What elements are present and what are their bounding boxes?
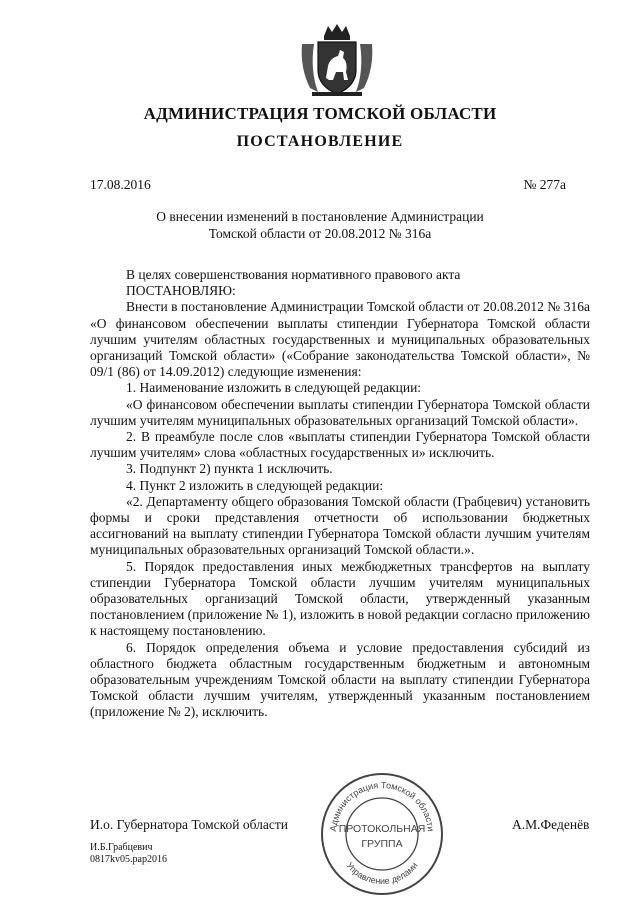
item-3: 3. Подпункт 2) пункта 1 исключить. [126,461,333,477]
item-1-text: «О финансовом обеспечении выплаты стипендии Губернатора Томской области лучшим учителям муниципальных образовательных организаций Томской области». [90,396,590,428]
official-stamp [318,770,446,898]
stamp-ring-bottom: Управление делами [344,860,420,887]
file-code: 0817kv05.pap2016 [90,854,167,865]
stamp-ring-top: Администрация Томской области [328,779,436,832]
item-2: 2. В преамбуле после слов «выплаты стипендии Губернатора Томской области лучшим учителям» слова «областных государственных и» исключить. [90,429,590,461]
signatory-position: И.о. Губернатора Томской области [90,817,288,832]
document-number: № 277а [523,177,566,192]
subject-line-2: Томской области от 20.08.2012 № 316а [208,226,432,241]
signatory-name: А.М.Феденёв [512,817,590,832]
subject-line-1: О внесении изменений в постановление Администрации [156,209,484,224]
item-1: 1. Наименование изложить в следующей редакции: [126,380,422,396]
document-type: ПОСТАНОВЛЕНИЕ [236,133,404,150]
item-5: 5. Порядок предоставления иных межбюджетных трансфертов на выплату стипендии Губернатора Томской области лучшим учителям муниципальных образовательных организаций Томской области, утвержденный указанным постановлением (приложение № 1), изложить в новой редакции согласно приложению к настоящему постановлению. [90,558,590,639]
document-body [90,267,590,721]
item-6: 6. Порядок определения объема и условие предоставления субсидий из областного бюджета областным государственным бюджетным и автономным образовательным учреждениям Томской области на выплату стипендии Губернатора Томской области лучшим учителям, утвержденный указанным постановлением (приложение № 2), исключить. [90,639,590,720]
footer-info [90,842,167,866]
document-date: 17.08.2016 [90,177,151,192]
stamp-center-line-2: ГРУППА [361,838,403,850]
item-4: 4. Пункт 2 изложить в следующей редакции: [126,477,384,493]
executor-name: И.Б.Грабцевич [90,842,153,853]
document-subject [0,208,640,242]
item-4-text: «2. Департаменту общего образования Томской области (Грабцевич) установить формы и сроки представления отчетности об использовании бюджетных ассигнований на выплату стипендии Губернатора Томской области лучшим учителям муниципальных образовательных организаций Томской области.». [90,493,590,558]
paragraph-main: Внести в постановление Администрации Томской области от 20.08.2012 № 316а «О финансовом обеспечении выплаты стипендии Губернатора Томской области лучшим учителям областных государственных и муниципальных образовательных организаций Томской области» («Собрание законодательства Томской области», № 09/1 (86) от 14.09.2012) следующие изменения: [90,299,590,380]
stamp-center-line-1: ПРОТОКОЛЬНАЯ [338,823,426,835]
organization-title: АДМИНИСТРАЦИЯ ТОМСКОЙ ОБЛАСТИ [143,104,497,123]
coat-of-arms-icon [296,22,378,98]
preamble: В целях совершенствования нормативного правового акта [126,267,461,282]
resolve-word: ПОСТАНОВЛЯЮ: [126,283,236,299]
